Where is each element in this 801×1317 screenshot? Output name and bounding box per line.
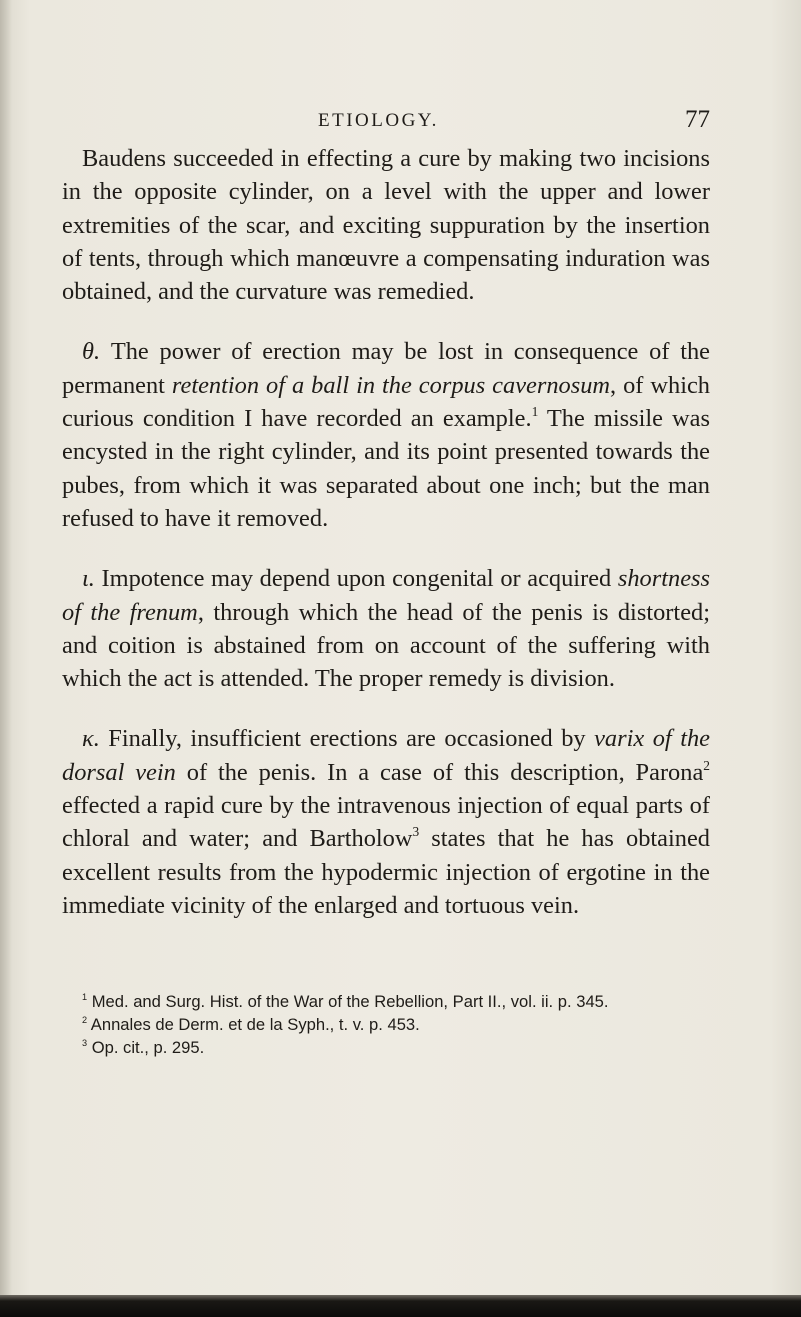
running-head: ETIOLOGY.: [318, 110, 439, 131]
paragraph-kappa: [62, 722, 710, 922]
footnote-1: [62, 990, 710, 1013]
footnote-ref: 3: [412, 824, 420, 840]
paragraph-text: , of which curious condition I have recorded an example.: [62, 371, 711, 433]
footnote-number: 3: [82, 1038, 88, 1049]
section-marker: θ.: [82, 338, 101, 366]
footnote-3: [62, 1036, 710, 1059]
footnote-text: Op. cit., p. 295.: [91, 1038, 205, 1057]
paragraph-text: The power of erection may be lost in consequence of the permanent: [62, 338, 710, 399]
scan-bottom-edge: [0, 1295, 801, 1317]
page-binding-shadow: [0, 0, 12, 1317]
footnotes: [62, 990, 710, 1059]
paragraph-text: Finally, insufficient erections are occasioned by: [99, 725, 595, 753]
paragraph-text: effected a rapid cure by the intravenous injection of equal parts of chloral and water; and Bartholow: [62, 792, 710, 853]
footnote-ref: 2: [703, 757, 710, 773]
paragraph-text: , through which the head of the penis is distorted; and coition is abstained from on account of the suffering with which the act is attended. The proper remedy is division.: [62, 598, 710, 693]
paragraph-text: Impotence may depend upon congenital or acquired: [94, 565, 618, 593]
footnote-ref: 1: [531, 404, 539, 420]
paragraph-text: Baudens succeeded in effecting a cure by making two incisions in the opposite cylinder, on a level with the upper and lower extremities of the scar, and exciting suppuration by the insertion of tents, through which manœuvre a compensating induration was obtained, and the curvature was remedied.: [62, 145, 710, 306]
paragraph-theta: [62, 335, 710, 535]
paragraph-text: states that he has obtained excellent results from the hypodermic injection of ergotine in the immediate vicinity of the enlarged and tortuous vein.: [62, 825, 710, 919]
paragraph-baudens: [62, 142, 710, 308]
italic-term: varix of the dorsal vein: [62, 725, 710, 786]
footnote-number: 1: [82, 992, 88, 1003]
italic-term: retention of a ball in the corpus cavernosum: [171, 371, 611, 399]
page-number: 77: [685, 106, 710, 133]
paragraph-text: of the penis. In a case of this description, Parona: [175, 758, 704, 786]
footnote-text: Annales de Derm. et de la Syph., t. v. p. 453.: [90, 1015, 420, 1034]
section-marker: ι.: [82, 565, 95, 593]
footnote-number: 2: [82, 1015, 88, 1026]
section-marker: κ.: [82, 725, 100, 753]
footnote-2: [62, 1013, 710, 1036]
paragraph-iota: [62, 562, 710, 695]
body-text: [62, 142, 710, 949]
italic-term: shortness of the frenum: [62, 565, 710, 626]
paragraph-text: The missile was encysted in the right cylinder, and its point presented towards the pubes, from which it was separated about one inch; but the man refused to have it removed.: [62, 405, 710, 532]
page-header: [60, 106, 710, 136]
footnote-text: Med. and Surg. Hist. of the War of the Rebellion, Part II., vol. ii. p. 345.: [91, 992, 609, 1011]
